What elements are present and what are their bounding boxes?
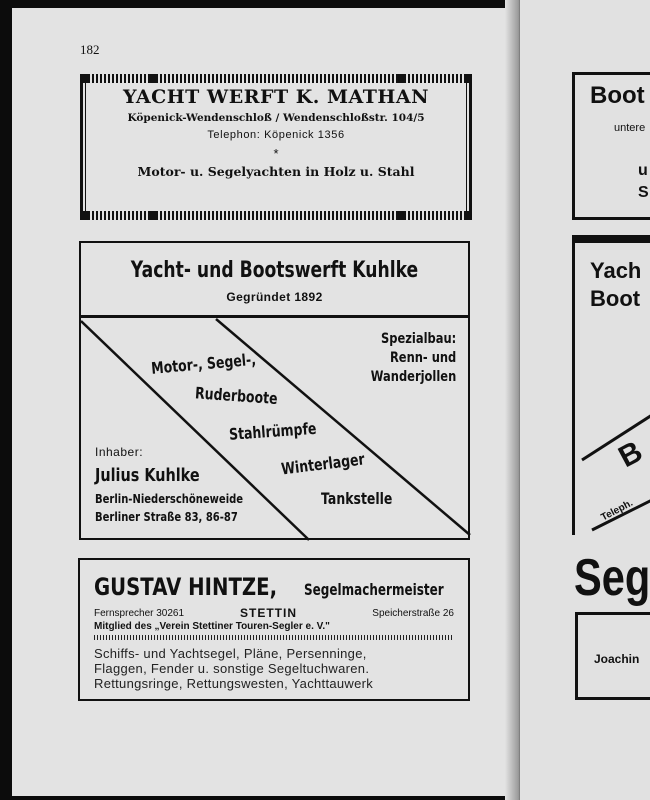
product-tankstelle: Tankstelle [321, 489, 393, 508]
ad-hintze-name: GUSTAV HINTZE, [94, 573, 278, 601]
ad-mathan-phone: Telephon: Köpenick 1356 [207, 129, 345, 141]
ad-kuhlke-specialty [352, 330, 456, 387]
ad-hintze-city: STETTIN [240, 606, 297, 620]
right-fragment-boot-2: Boot [590, 286, 641, 311]
specialty-line-1: Renn- und [389, 350, 456, 366]
right-fragment-boot: Boot [590, 82, 645, 109]
right-fragment-untere: untere [614, 122, 646, 134]
ad-hintze-title: Segelmachermeister [304, 580, 444, 599]
product-stahlruempfe: Stahlrümpfe [228, 418, 317, 444]
owner-address-line-2: Berliner Straße 83, 86-87 [95, 509, 238, 524]
right-fragment-yach: Yach [590, 258, 642, 283]
right-page [520, 0, 650, 800]
right-fragment-b: B [613, 434, 648, 475]
ornament-bar-top [80, 74, 472, 83]
ad-hintze-membership: Mitglied des „Verein Stettiner Touren-Segler e. V." [94, 621, 330, 632]
ad-mathan-address: Köpenick-Wendenschloß / Wendenschloßstr. 104/5 [127, 112, 425, 124]
product-winterlager: Winterlager [280, 449, 366, 479]
ad-mathan [80, 74, 472, 220]
ad-mathan-star: * [273, 146, 279, 161]
ornament-bar-bottom [80, 211, 472, 220]
specialty-heading: Spezialbau: [380, 331, 456, 347]
ad-kuhlke [79, 241, 470, 540]
page-number: 182 [80, 42, 100, 57]
services-line-1: Schiffs- und Yachtsegel, Pläne, Persenninge, [94, 646, 367, 661]
product-ruderboote: Ruderboote [194, 383, 279, 409]
ad-hintze-rule [94, 635, 454, 640]
ad-hintze-street: Speicherstraße 26 [372, 608, 454, 619]
ad-hintze [78, 558, 470, 701]
ad-mathan-title: YACHT WERFT K. MATHAN [123, 86, 429, 108]
owner-label: Inhaber: [95, 445, 144, 459]
owner-name: Julius Kuhlke [95, 465, 200, 486]
owner-address-line-1: Berlin-Niederschöneweide [95, 491, 244, 506]
right-fragment-s: S [638, 184, 649, 201]
right-fragment-seg: Seg [574, 549, 650, 607]
services-line-3: Rettungsringe, Rettungswesten, Yachttauwerk [94, 676, 374, 691]
product-motor-segel: Motor-, Segel-, [150, 349, 257, 378]
specialty-line-2: Wanderjollen [370, 369, 456, 385]
ad-mathan-tagline: Motor- u. Segelyachten in Holz u. Stahl [137, 164, 415, 179]
services-line-2: Flaggen, Fender u. sonstige Segeltuchwaren. [94, 661, 370, 676]
ad-hintze-phone: Fernsprecher 30261 [94, 608, 185, 619]
ad-kuhlke-title: Yacht- und Bootswerft Kuhlke [130, 258, 419, 283]
ad-kuhlke-founded: Gegründet 1892 [226, 290, 323, 304]
ad-kuhlke-separator [81, 315, 468, 318]
right-fragment-joachin: Joachin [594, 652, 640, 666]
ad-hintze-services [94, 646, 456, 691]
right-fragment-teleph: Teleph. [599, 497, 635, 524]
right-fragment-u: u [638, 162, 648, 179]
